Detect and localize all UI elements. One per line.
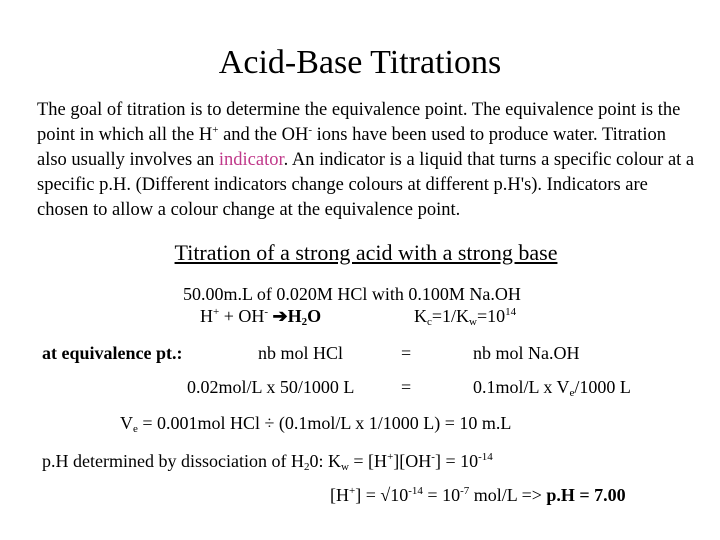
page-title: Acid-Base Titrations — [218, 44, 502, 81]
ph-a-sub: 2 — [303, 461, 310, 473]
row2-right — [473, 377, 631, 398]
ve-rest: = 0.001mol HCl ÷ (0.1mol/L x 1/1000 L) = 10 m.L — [137, 413, 512, 433]
reaction-equation — [200, 306, 321, 327]
ph-d-sup: - — [431, 451, 435, 463]
kc-val: =10 — [477, 306, 506, 326]
res-d: mol/L => — [469, 485, 547, 505]
ph-b-sub: w — [340, 461, 349, 473]
ph-d: ][OH — [393, 451, 432, 471]
ph-c: = [H — [348, 451, 388, 471]
res-c: = 10 — [422, 485, 461, 505]
kw-sub: w — [469, 316, 477, 328]
arrow-icon: ➔ — [272, 306, 288, 326]
row2-right-b: /1000 L — [574, 377, 631, 397]
section-subtitle: Titration of a strong acid with a strong base — [174, 240, 558, 265]
intro-paragraph — [37, 98, 697, 223]
res-a-sup: + — [349, 485, 356, 497]
reaction-h: H — [200, 306, 213, 326]
ve-sub: e — [133, 423, 138, 435]
row2-equals: = — [401, 377, 412, 397]
intro-text-4: . An indicator is a liquid that turns a specific colour at a specific p.H. (Different indicators change colours at different p.H's). Indicators are chosen to allow a colour change at the equivalence point. — [37, 150, 695, 220]
ph-b: 0: K — [309, 451, 341, 471]
kc-expression — [414, 306, 516, 327]
ph-dissociation-line — [42, 451, 493, 472]
intro-text-3: ions have been used to produce water. Titration also usually involves an — [37, 125, 667, 170]
res-b-sup: -14 — [408, 485, 423, 497]
ve-v: V — [120, 413, 133, 433]
row2-right-a: 0.1mol/L x V — [473, 377, 570, 397]
row1-equals: = — [401, 343, 412, 363]
ph-c-sup: + — [387, 451, 394, 463]
reaction-oh: + OH — [219, 306, 265, 326]
h-plus-sup: + — [212, 124, 219, 136]
ph-e-sup: -14 — [478, 451, 493, 463]
intro-text-1: The goal of titration is to determine the equivalence point. The equivalence point is the point in which all the H — [37, 100, 681, 145]
res-a: [H — [330, 485, 349, 505]
equivalence-label — [42, 343, 182, 364]
ph-a: p.H determined by dissociation of H — [42, 451, 304, 471]
ph-result — [330, 485, 626, 506]
ph-final-value: p.H = 7.00 — [546, 485, 626, 505]
kc-eq: =1/K — [431, 306, 470, 326]
kc-val-sup: 14 — [505, 306, 517, 318]
ph-e: ] = 10 — [434, 451, 479, 471]
reaction-h-sup: + — [213, 306, 220, 318]
res-b: ] = √10 — [355, 485, 409, 505]
row2-left: 0.02mol/L x 50/1000 L — [187, 377, 355, 397]
indicator-term: indicator — [218, 150, 284, 170]
row1-right: nb mol Na.OH — [473, 343, 580, 363]
kc-k: K — [414, 306, 427, 326]
kc-sub: c — [427, 316, 432, 328]
equivalence-label-text: at equivalence pt.: — [42, 343, 183, 363]
ve-calculation — [120, 413, 511, 434]
intro-text-2: and the OH — [218, 125, 309, 145]
res-c-sup: -7 — [460, 485, 470, 497]
row2-right-sub: e — [569, 387, 575, 399]
reaction-h2: H — [287, 306, 302, 326]
reaction-o: O — [307, 306, 322, 326]
problem-statement: 50.00m.L of 0.020M HCl with 0.100M Na.OH — [183, 284, 521, 304]
reaction-oh-sup: - — [264, 306, 269, 318]
reaction-h2-sub: 2 — [301, 316, 308, 328]
row1-left: nb mol HCl — [258, 343, 344, 363]
oh-minus-sup: - — [308, 124, 313, 136]
